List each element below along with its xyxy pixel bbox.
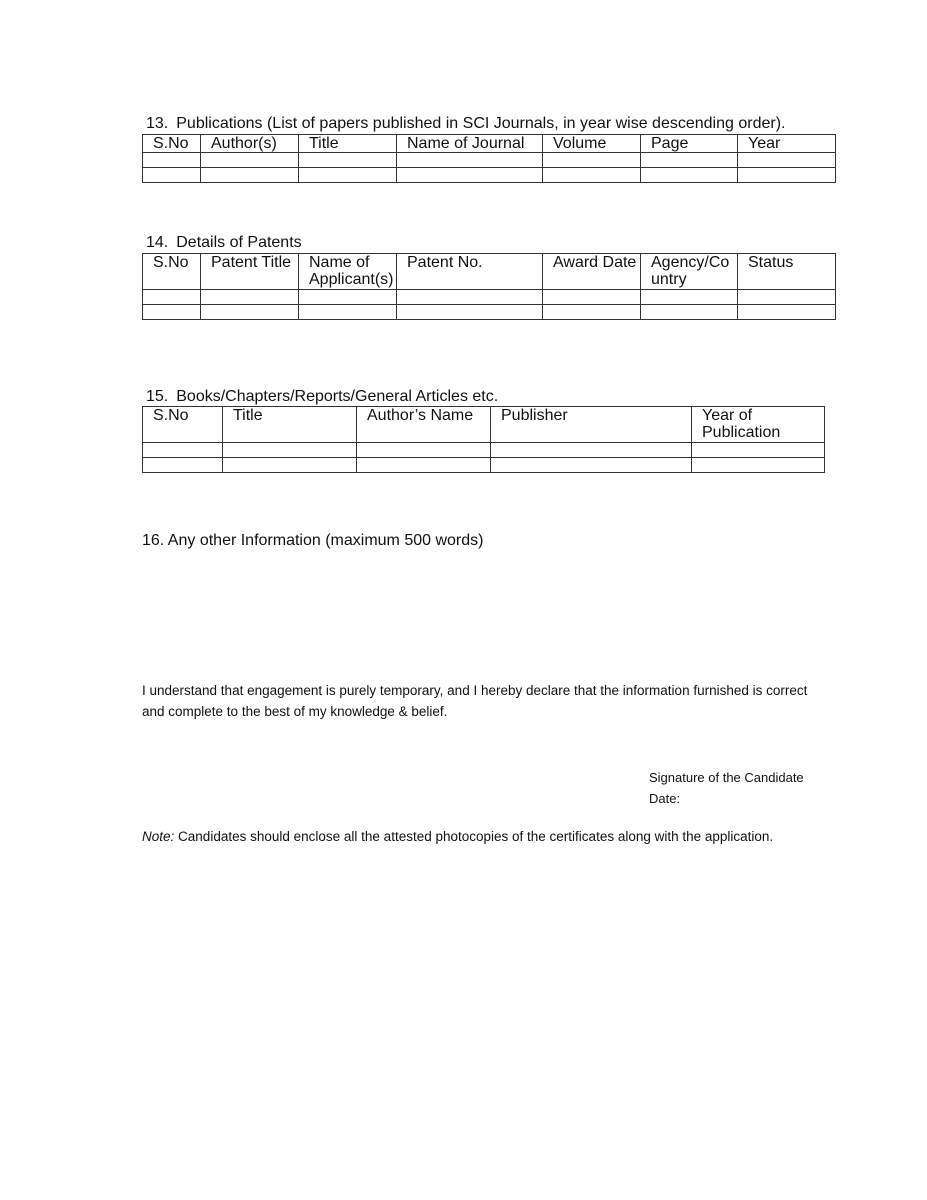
other-information-area[interactable] — [142, 555, 832, 665]
header-author-name: Author’s Name — [357, 407, 491, 443]
signature-label: Signature of the Candidate — [649, 770, 804, 785]
header-patent-title: Patent Title — [201, 254, 299, 290]
publications-header-row — [143, 135, 836, 153]
header-status: Status — [738, 254, 836, 290]
table-row — [143, 458, 825, 473]
header-patent-no: Patent No. — [397, 254, 543, 290]
header-year: Year — [738, 135, 836, 153]
books-table — [142, 406, 825, 473]
section-15-number: 15. — [146, 388, 169, 405]
table-row — [143, 305, 836, 320]
header-sno: S.No — [143, 407, 223, 443]
table-row — [143, 290, 836, 305]
header-applicants: Name of Applicant(s) — [299, 254, 397, 290]
declaration-line-1: I understand that engagement is purely temporary, and I hereby declare that the information furnished is correct — [142, 683, 808, 698]
header-title: Title — [299, 135, 397, 153]
header-award-date: Award Date — [543, 254, 641, 290]
section-14-number: 14. — [146, 234, 169, 251]
header-volume: Volume — [543, 135, 641, 153]
header-agency-country: Agency/Co untry — [641, 254, 738, 290]
header-journal: Name of Journal — [397, 135, 543, 153]
header-sno: S.No — [143, 254, 201, 290]
signature-block — [649, 767, 804, 809]
publications-table — [142, 134, 836, 183]
date-label: Date: — [649, 791, 681, 806]
note-label: Note: — [142, 829, 175, 844]
header-page: Page — [641, 135, 738, 153]
section-13-title: Publications (List of papers published in SCI Journals, in year wise descending order). — [176, 115, 786, 132]
section-13-number: 13. — [146, 115, 169, 132]
table-row — [143, 153, 836, 168]
declaration — [142, 680, 842, 722]
note — [142, 829, 773, 844]
section-13-heading — [146, 115, 785, 133]
section-15-title: Books/Chapters/Reports/General Articles etc. — [176, 388, 499, 405]
patents-table — [142, 253, 836, 320]
books-header-row — [143, 407, 825, 443]
note-text: Candidates should enclose all the attested photocopies of the certificates along with the application. — [178, 829, 774, 844]
header-sno: S.No — [143, 135, 201, 153]
section-16-heading: 16. Any other Information (maximum 500 words) — [142, 532, 484, 549]
header-year-publication: Year of Publication — [692, 407, 825, 443]
section-14-title: Details of Patents — [176, 234, 302, 251]
header-title: Title — [223, 407, 357, 443]
table-row — [143, 168, 836, 183]
section-15-heading — [146, 388, 498, 406]
header-publisher: Publisher — [491, 407, 692, 443]
patents-header-row — [143, 254, 836, 290]
table-row — [143, 443, 825, 458]
declaration-line-2: and complete to the best of my knowledge & belief. — [142, 704, 448, 719]
section-14-heading — [146, 234, 302, 252]
header-authors: Author(s) — [201, 135, 299, 153]
